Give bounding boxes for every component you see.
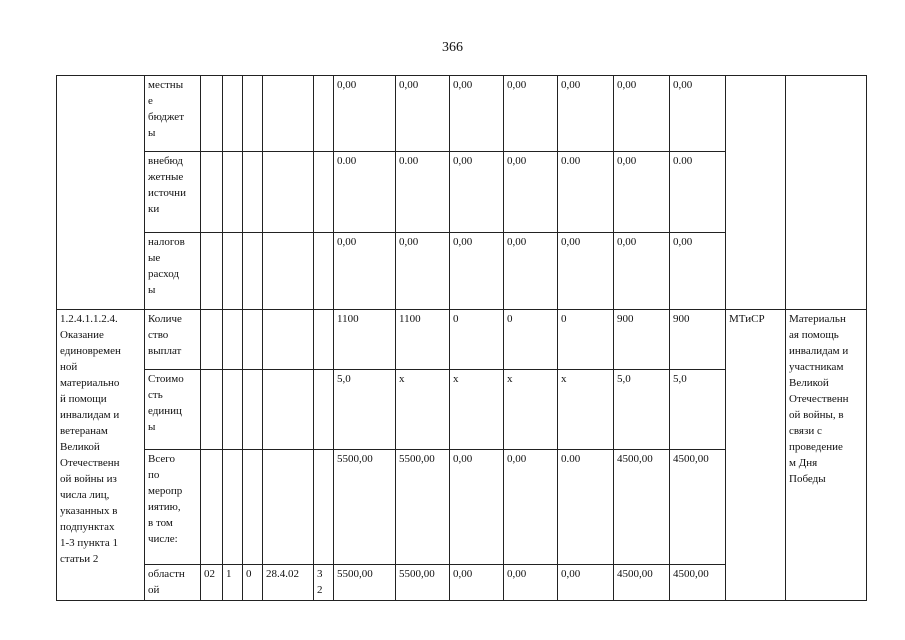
value-cell: 0,00 — [450, 450, 504, 565]
page-number: 366 — [442, 40, 463, 55]
value-cell: 0,00 — [504, 76, 558, 152]
value-cell: 0.00 — [558, 450, 614, 565]
value-cell: 4500,00 — [614, 565, 670, 601]
indicator-label: Всего по меропр иятию, в том числе: — [145, 450, 201, 565]
value-cell: 0,00 — [558, 76, 614, 152]
value-cell: 0,00 — [670, 76, 726, 152]
value-cell: 5,0 — [334, 370, 396, 450]
value-cell: 5500,00 — [334, 450, 396, 565]
value-cell: 5,0 — [614, 370, 670, 450]
value-cell: 900 — [614, 310, 670, 370]
value-cell: 0,00 — [614, 233, 670, 310]
code-cell: 28.4.02 — [263, 565, 314, 601]
value-cell: 0 — [558, 310, 614, 370]
value-cell: 5500,00 — [396, 450, 450, 565]
empty-measure-cell — [57, 76, 145, 310]
value-cell: 0,00 — [450, 565, 504, 601]
value-cell: 4500,00 — [614, 450, 670, 565]
value-cell: 900 — [670, 310, 726, 370]
value-cell: 0,00 — [334, 233, 396, 310]
source-label: местны е бюджет ы — [145, 76, 201, 152]
value-cell: 0 — [504, 310, 558, 370]
value-cell: 0,00 — [450, 233, 504, 310]
value-cell: 0,00 — [558, 233, 614, 310]
value-cell: 0.00 — [396, 152, 450, 233]
source-label: налогов ые расход ы — [145, 233, 201, 310]
source-label: внебюд жетные источни ки — [145, 152, 201, 233]
budget-table — [56, 75, 867, 601]
value-cell: 0,00 — [614, 152, 670, 233]
value-cell: 0,00 — [558, 565, 614, 601]
value-cell: 5,0 — [670, 370, 726, 450]
value-cell: 0.00 — [670, 152, 726, 233]
value-cell: 0 — [450, 310, 504, 370]
value-cell: х — [450, 370, 504, 450]
value-cell: 0.00 — [558, 152, 614, 233]
value-cell: 0,00 — [504, 233, 558, 310]
measure-title: 1.2.4.1.1.2.4. Оказание единовремен ной материально й помощи инвалидам и ветеранам Великой Отечественн ой войны из числа лиц, указанных в подпунктах 1-3 пункта 1 статьи 2 — [57, 310, 145, 601]
value-cell: 5500,00 — [334, 565, 396, 601]
table-row — [57, 76, 867, 152]
value-cell: 0,00 — [504, 450, 558, 565]
value-cell: х — [504, 370, 558, 450]
value-cell: 5500,00 — [396, 565, 450, 601]
value-cell: х — [396, 370, 450, 450]
indicator-label: Количе ство выплат — [145, 310, 201, 370]
empty-executor-cell — [726, 76, 786, 310]
value-cell: 0,00 — [396, 233, 450, 310]
value-cell: 0,00 — [504, 565, 558, 601]
code-cell: 02 — [201, 565, 223, 601]
empty-result-cell — [786, 76, 867, 310]
indicator-label: областн ой — [145, 565, 201, 601]
value-cell: х — [558, 370, 614, 450]
value-cell: 0,00 — [396, 76, 450, 152]
value-cell: 0,00 — [450, 76, 504, 152]
code-cell: 0 — [243, 565, 263, 601]
value-cell: 0,00 — [670, 233, 726, 310]
code-cell: 1 — [223, 565, 243, 601]
value-cell: 0.00 — [334, 152, 396, 233]
value-cell: 1100 — [396, 310, 450, 370]
indicator-label: Стоимо сть единиц ы — [145, 370, 201, 450]
table-row — [57, 310, 867, 370]
value-cell: 0,00 — [450, 152, 504, 233]
result-cell: Материальн ая помощь инвалидам и участникам Великой Отечественн ой войны, в связи с проведение м Дня Победы — [786, 310, 867, 601]
value-cell: 0,00 — [614, 76, 670, 152]
value-cell: 0,00 — [504, 152, 558, 233]
value-cell: 4500,00 — [670, 565, 726, 601]
value-cell: 0,00 — [334, 76, 396, 152]
executor-cell: МТиСР — [726, 310, 786, 601]
value-cell: 4500,00 — [670, 450, 726, 565]
value-cell: 1100 — [334, 310, 396, 370]
code-cell: 3 2 — [314, 565, 334, 601]
